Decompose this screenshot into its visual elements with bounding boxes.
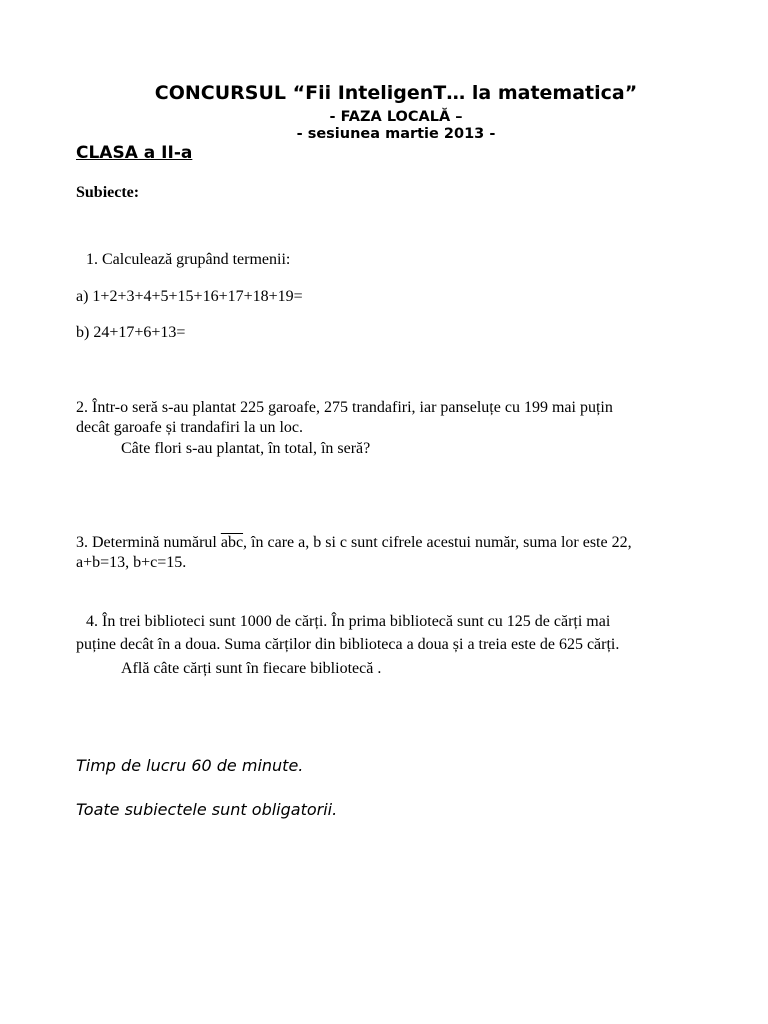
problem-4-line-3: Află câte cărți sunt în fiecare bibliotecă .	[121, 660, 382, 677]
problem-3-line-1	[76, 535, 632, 551]
problem-3-text-before: 3. Determină numărul	[76, 534, 221, 551]
mandatory-note: Toate subiectele sunt obligatorii.	[76, 800, 338, 819]
problem-3-number-abc: $\overline{abc}$	[220, 534, 244, 551]
contest-phase: - FAZA LOCALĂ –	[329, 109, 463, 125]
page-title: CONCURSUL “Fii InteligenT… la matematica”	[154, 82, 638, 104]
problem-4-line-2: puține decât în a doua. Suma cărților din biblioteca a doua și a treia este de 625 cărți.	[76, 636, 620, 653]
problem-1-intro: 1. Calculează grupând termenii:	[86, 251, 291, 268]
problem-3-text-after: , în care a, b si c sunt cifrele acestui număr, suma lor este 22,	[243, 534, 632, 551]
problem-1-a: a) 1+2+3+4+5+15+16+17+18+19=	[76, 288, 303, 305]
contest-session: - sesiunea martie 2013 -	[296, 126, 496, 142]
problem-2-line-1: 2. Într-o seră s-au plantat 225 garoafe, 275 trandafiri, iar panseluțe cu 199 mai puțin	[76, 399, 613, 416]
problem-1-b: b) 24+17+6+13=	[76, 324, 186, 341]
problem-3-line-2: a+b=13, b+c=15.	[76, 554, 187, 571]
problem-2-line-3: Câte flori s-au plantat, în total, în seră?	[121, 440, 371, 457]
problem-2-line-2: decât garoafe și trandafiri la un loc.	[76, 419, 303, 436]
problem-4-line-1: 4. În trei biblioteci sunt 1000 de cărți. În prima bibliotecă sunt cu 125 de cărți mai	[86, 613, 611, 630]
time-limit-note: Timp de lucru 60 de minute.	[76, 756, 304, 775]
subjects-label: Subiecte:	[76, 184, 140, 201]
class-heading: CLASA a II-a	[76, 143, 193, 163]
